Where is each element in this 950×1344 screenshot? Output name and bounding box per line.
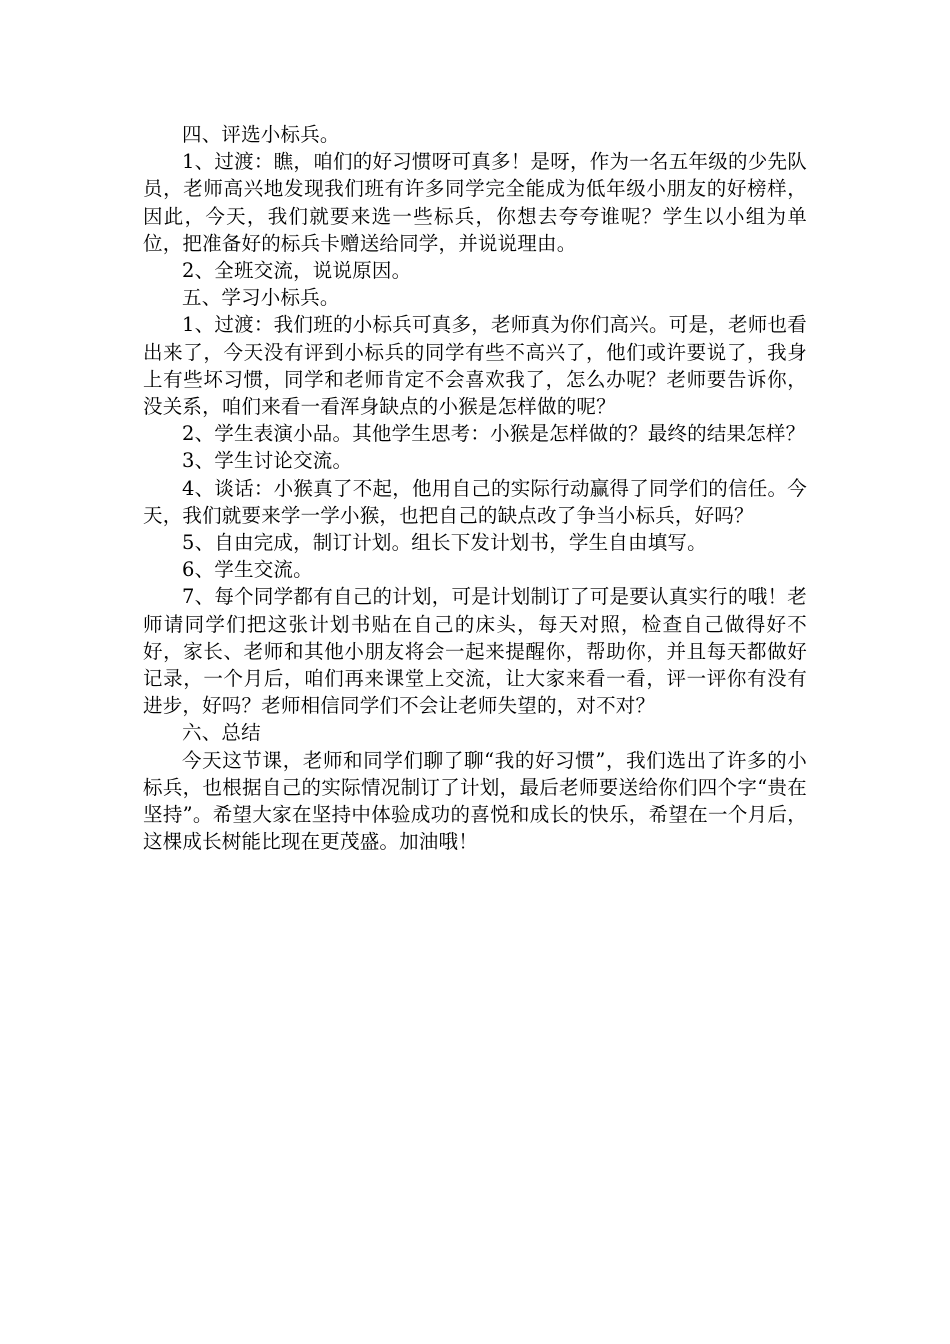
paragraph-transition-monkey: 1、过渡：我们班的小标兵可真多，老师真为你们高兴。可是，老师也看出来了，今天没有评到小标兵的同学有些不高兴了，他们或许要说了，我身上有些坏习惯，同学和老师肯定不会喜欢我了，怎么办呢？老师要告诉你，没关系，咱们来看一看浑身缺点的小猴是怎样做的呢？ bbox=[143, 313, 807, 419]
section-heading-summary: 六、总结 bbox=[182, 721, 261, 745]
paragraph-skit-performance: 2、学生表演小品。其他学生思考：小猴是怎样做的？最终的结果怎样？ bbox=[182, 422, 806, 446]
paragraph-talk: 4、谈话：小猴真了不起，他用自己的实际行动赢得了同学们的信任。今天，我们就要来学一学小猴，也把自己的缺点改了争当小标兵，好吗？ bbox=[143, 476, 807, 527]
paragraph-class-exchange: 2、全班交流，说说原因。 bbox=[182, 259, 412, 283]
paragraph-summary: 今天这节课，老师和同学们聊了聊“我的好习惯”，我们选出了许多的小标兵，也根据自己的实际情况制订了计划，最后老师要送给你们四个字“贵在坚持”。希望大家在坚持中体验成功的喜悦和成长的快乐，希望在一个月后，这棵成长树能比现在更茂盛。加油哦！ bbox=[143, 748, 807, 854]
paragraph-make-plan: 5、自由完成，制订计划。组长下发计划书，学生自由填写。 bbox=[182, 531, 707, 555]
section-heading-select-models: 四、评选小标兵。 bbox=[182, 123, 340, 146]
document-body bbox=[143, 121, 807, 855]
section-heading-learn-models: 五、学习小标兵。 bbox=[182, 286, 340, 310]
paragraph-plan-execution: 7、每个同学都有自己的计划，可是计划制订了可是要认真实行的哦！老师请同学们把这张计划书贴在自己的床头，每天对照，检查自己做得好不好，家长、老师和其他小朋友将会一起来提醒你，帮助你，并且每天都做好记录，一个月后，咱们再来课堂上交流，让大家来看一看，评一评你有没有进步，好吗？老师相信同学们不会让老师失望的，对不对？ bbox=[143, 585, 807, 718]
paragraph-transition-praise: 1、过渡：瞧，咱们的好习惯呀可真多！是呀，作为一名五年级的少先队员，老师高兴地发现我们班有许多同学完全能成为低年级小朋友的好榜样，因此，今天，我们就要来选一些标兵，你想去夸夸谁呢？学生以小组为单位，把准备好的标兵卡赠送给同学，并说说理由。 bbox=[143, 150, 807, 255]
paragraph-discussion: 3、学生讨论交流。 bbox=[182, 449, 353, 473]
paragraph-student-exchange: 6、学生交流。 bbox=[182, 558, 313, 582]
